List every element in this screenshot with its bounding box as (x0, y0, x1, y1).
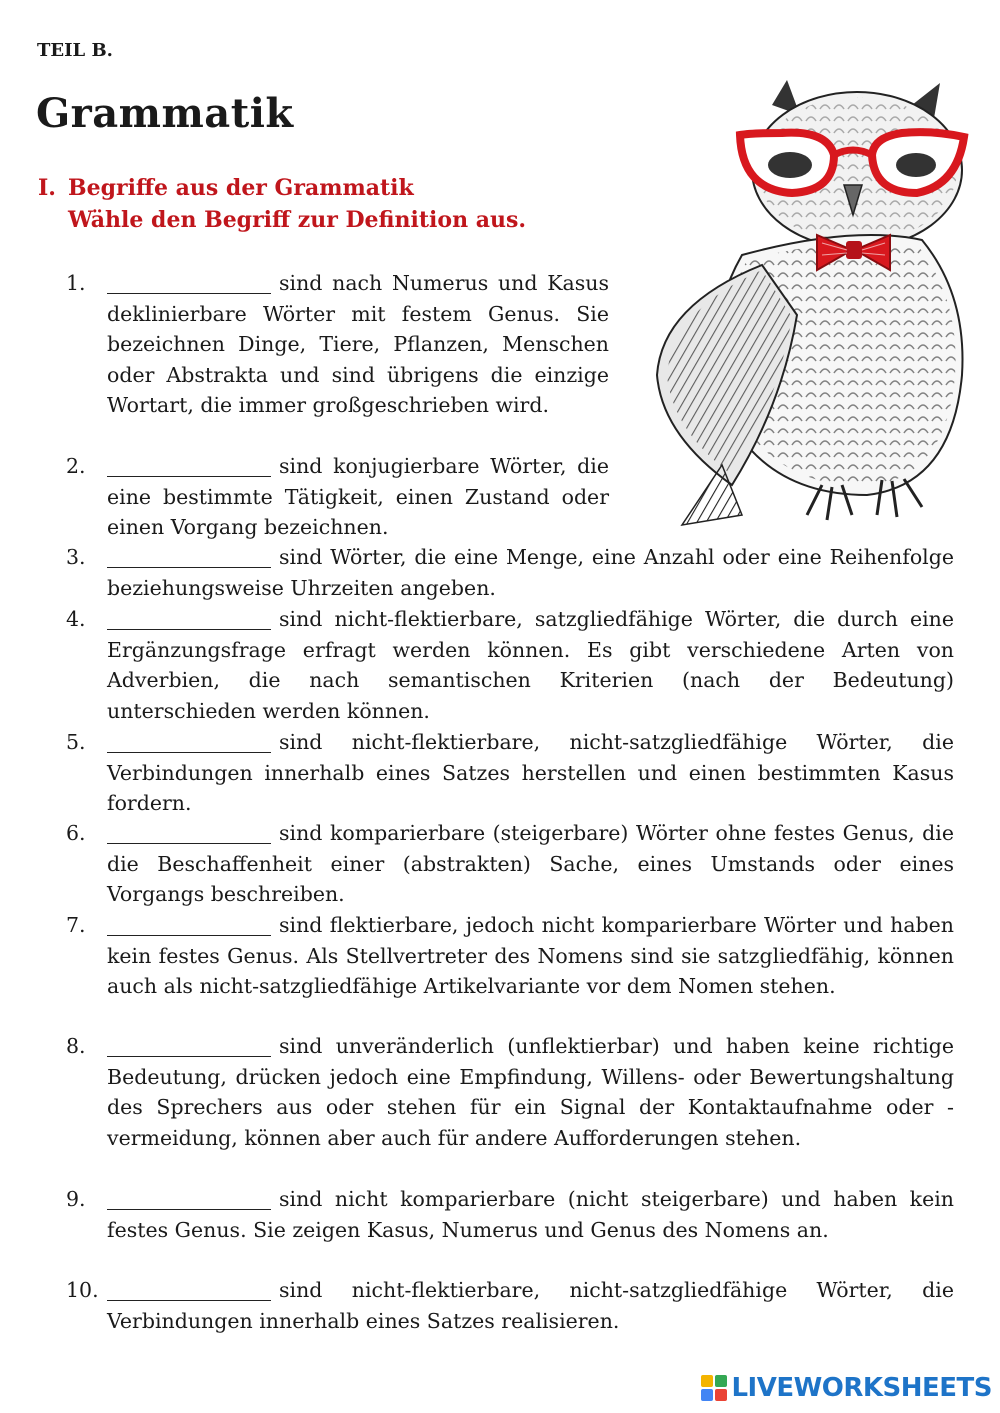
exercise-title: Begriffe aus der Grammatik (68, 175, 414, 201)
list-item (66, 727, 954, 819)
list-item (66, 1184, 954, 1245)
answer-blank-7[interactable] (107, 915, 271, 936)
item-number: 5. (66, 730, 86, 754)
item-text: sind konjugierbare Wörter, die eine bestimmte Tätigkeit, einen Zustand oder einen Vorgang bezeichnen. (107, 454, 609, 540)
item-text: sind Wörter, die eine Menge, eine Anzahl oder eine Reihenfolge beziehungsweise Uhrzeiten angeben. (107, 545, 954, 600)
page-title: Grammatik (36, 90, 294, 137)
answer-blank-1[interactable] (107, 273, 271, 294)
list-item (66, 542, 954, 603)
list-item (66, 818, 954, 910)
item-number: 10. (66, 1278, 99, 1302)
item-number: 9. (66, 1187, 86, 1211)
list-item (66, 910, 954, 1002)
item-text: sind nach Numerus und Kasus deklinierbare Wörter mit festem Genus. Sie bezeichnen Dinge, Tiere, Pflanzen, Menschen oder Abstrakta und sind übrigens die einzige Wortart, die immer großgeschrieben wird. (107, 271, 609, 418)
logo-grid-icon (701, 1375, 727, 1401)
item-text: sind nicht-flektierbare, satzgliedfähige Wörter, die durch eine Ergänzungsfrage erfragt werden können. Es gibt verschiedene Arten von Adverbien, die nach semantischen Kriterien (nach der Bedeutung) unterschieden werden können. (107, 607, 954, 723)
item-number: 6. (66, 821, 86, 845)
item-number: 2. (66, 454, 86, 478)
exercise-heading (38, 172, 526, 236)
list-item (66, 1275, 954, 1336)
answer-blank-3[interactable] (107, 547, 271, 568)
item-number: 1. (66, 271, 86, 295)
liveworksheets-logo[interactable] (701, 1373, 992, 1403)
brand-name: LIVEWORKSHEETS (731, 1373, 992, 1403)
item-text: sind nicht-flektierbare, nicht-satzgliedfähige Wörter, die Verbindungen innerhalb eines Satzes realisieren. (107, 1278, 954, 1333)
item-number: 8. (66, 1034, 86, 1058)
answer-blank-6[interactable] (107, 823, 271, 844)
answer-blank-4[interactable] (107, 609, 271, 630)
answer-blank-2[interactable] (107, 456, 271, 477)
owl-illustration (622, 75, 972, 535)
list-item (66, 451, 609, 543)
item-text: sind komparierbare (steigerbare) Wörter ohne festes Genus, die die Beschaffenheit einer (abstrakten) Sache, eines Umstands oder eines Vorgangs beschreiben. (107, 821, 954, 907)
list-item (66, 1031, 954, 1153)
item-text: sind nicht komparierbare (nicht steigerbare) und haben kein festes Genus. Sie zeigen Kasus, Numerus und Genus des Nomens an. (107, 1187, 954, 1242)
item-number: 3. (66, 545, 86, 569)
item-text: sind unveränderlich (unflektierbar) und haben keine richtige Bedeutung, drücken jedoch eine Empfindung, Willens- oder Bewertungshaltung des Sprechers aus oder stehen für ein Signal der Kontaktaufnahme oder -vermeidung, können aber auch für andere Aufforderungen stehen. (107, 1034, 954, 1150)
list-item (66, 604, 954, 726)
answer-blank-5[interactable] (107, 732, 271, 753)
item-text: sind flektierbare, jedoch nicht komparierbare Wörter und haben kein festes Genus. Als Stellvertreter des Nomens sind sie satzgliedfähig, können auch als nicht-satzgliedfähige Artikelvariante vor dem Nomen stehen. (107, 913, 954, 999)
answer-blank-8[interactable] (107, 1036, 271, 1057)
list-item (66, 268, 609, 421)
section-label: TEIL B. (37, 40, 113, 61)
item-number: 7. (66, 913, 86, 937)
answer-blank-9[interactable] (107, 1189, 271, 1210)
item-text: sind nicht-flektierbare, nicht-satzgliedfähige Wörter, die Verbindungen innerhalb eines Satzes herstellen und einen bestimmten Kasus fordern. (107, 730, 954, 816)
answer-blank-10[interactable] (107, 1280, 271, 1301)
exercise-instruction: Wähle den Begriff zur Definition aus. (68, 207, 527, 233)
item-number: 4. (66, 607, 86, 631)
exercise-number: I. (38, 175, 56, 201)
